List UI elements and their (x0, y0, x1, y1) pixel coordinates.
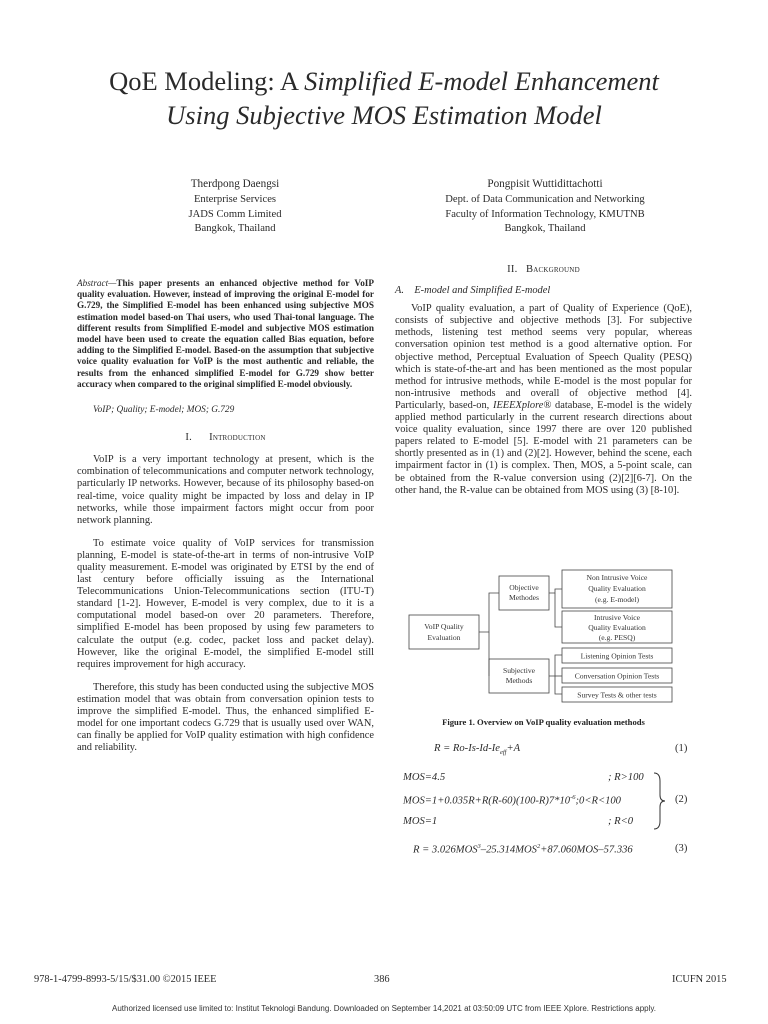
diagram-label-listening: Listening Opinion Tests (580, 651, 654, 661)
abstract-text: This paper presents an enhanced objective method for VoIP quality evaluation. However, instead of improving the original E-model for G.729, the Simplified E-model has been enhanced using subjective MOS estimation model based-on Thai users, who used Thai-tonal language. The different results from Simplified E-model and subjective MOS estimation model have been used to create the equation called Bias equation, before adding to the Simplified E-model. Based-on the assumption that subjective voice quality evaluation for VoIP is the most authentic and reliable, the results from the enhanced simplified E-model for G.729 show better accuracy when compared to the original simplified E-model obviously. (77, 278, 374, 389)
footer-license-note: Authorized licensed use limited to: Institut Teknologi Bandung. Downloaded on September 14,2021 at 03:50:09 UTC from IEEE Xplore. Restrictions apply. (111, 1004, 656, 1013)
eq3-b: –25.314MOS (480, 844, 537, 856)
section-number: I. (185, 432, 192, 444)
title-line1: Simplified E-model Enhancement (304, 66, 659, 96)
keywords: VoIP; Quality; E-model; MOS; G.729 (93, 405, 235, 416)
footer-page-number: 386 (374, 974, 390, 985)
title-line2: Using Subjective MOS Estimation Model (166, 100, 602, 130)
author-block-1 (120, 177, 350, 236)
eq3-sup2: 2 (536, 843, 541, 850)
equation-2-line-2 (403, 794, 621, 807)
eq1-lhs: R = Ro-Is-Id-Ie (434, 743, 500, 754)
author-block-2 (410, 177, 680, 236)
equation-2-cond-3: ; R<0 (608, 816, 634, 827)
equation-3 (413, 843, 633, 856)
author-affiliation: JADS Comm Limited (188, 208, 282, 220)
author-name: Therdpong Daengsi (190, 178, 280, 190)
diagram-label-non-intrusive-2: Quality Evaluation (588, 584, 646, 593)
eq2-superscript: -6 (570, 794, 576, 801)
background-paragraph (395, 303, 692, 497)
eq3-c: +87.060MOS–57.336 (540, 844, 633, 856)
author-affiliation: Bangkok, Thailand (504, 222, 586, 234)
diagram-label-non-intrusive-1: Non Intrusive Voice (586, 573, 648, 582)
diagram-label-root-1: VoIP Quality (424, 622, 464, 631)
title-lead: QoE Modeling: A (109, 66, 305, 96)
author-affiliation: Dept. of Data Communication and Networking (445, 194, 645, 206)
eq1-subscript: eff (499, 749, 507, 757)
diagram-label-intrusive-1: Intrusive Voice (594, 613, 640, 622)
brace-icon (652, 771, 666, 831)
eq3-a: R = 3.026MOS (413, 844, 478, 856)
diagram-label-subjective-1: Subjective (502, 666, 536, 675)
author-affiliation: Bangkok, Thailand (194, 222, 276, 234)
intro-paragraph-2: To estimate voice quality of VoIP services for transmission planning, E-model is state-of-the-art in terms of non-intrusive VoIP quality measurement. E-model was originated by ETSI by the end of last century before officially issuing as the International Telecommunications Union-Telecommunications section (ITU-T) standard [1-2]. However, E-model is very complex, due to it is a computational model based-on over 20 parameters. Therefore, simplified E-model has been proposed by using few parameters to calculate the output (e.g. codec, packet loss and packet delay). However, like the original E-model, the simplified E-model still requires improvement for high accuracy. (77, 537, 374, 670)
diagram-label-root-2: Evaluation (427, 633, 461, 642)
left-column (77, 278, 374, 754)
equation-2-line-3: MOS=1 (403, 816, 438, 827)
equation-3-number: (3) (675, 843, 688, 854)
diagram-box-root (409, 615, 479, 649)
intro-paragraph-3: Therefore, this study has been conducted using the subjective MOS estimation model that was obtain from conversation opinion tests to improve the simplified E-model. Thus, the enhanced simplified E-model for one important codecs G.729 that is usually used over WAN, can finally be applied for VoIP quality estimation with high confidence and reliability. (77, 681, 374, 754)
figure-caption: Figure 1. Overview on VoIP quality evaluation methods (442, 717, 645, 727)
eq2-cond: ;0<R<100 (575, 795, 621, 807)
equation-2-number: (2) (675, 794, 688, 805)
author-affiliation: Enterprise Services (193, 194, 277, 206)
footer-venue: ICUFN 2015 (672, 974, 727, 985)
ieeexplore-text: IEEEXplore® (492, 399, 552, 411)
diagram-label-conversation: Conversation Opinion Tests (574, 671, 660, 681)
background-text-part2: database, E-model is the widely applied method particularly in the current research directions about voice quality evaluation, since 1997 there are over 120 published papers related to E-model [5]. E-model with 21 parameters can be shortly presented as in (1) and (2)[2]. However, behind the scene, each impairment factor in (1) is complex. Then, MOS, a 5-point scale, can be obtained from the R-value conversion using (2)[2][6-7]. On the other hand, the R-value can be obtained from MOS using (3) [8-10]. (395, 399, 692, 496)
equation-1-number: (1) (675, 743, 688, 754)
diagram-label-subjective-2: Methods (505, 676, 533, 685)
eq3-sup1: 3 (477, 843, 481, 850)
section-title: Introduction (209, 432, 266, 444)
diagram-label-objective-1: Objective (509, 583, 539, 592)
abstract-lead: Abstract— (77, 278, 117, 288)
section-title: Background (526, 264, 580, 275)
section-heading-background (395, 264, 692, 276)
section-number: II. (507, 264, 518, 275)
section-heading-introduction (77, 432, 374, 444)
paper-title (30, 64, 738, 132)
background-text-part1: VoIP quality evaluation, a part of Quality of Experience (QoE), consists of subjective and objective methods [3]. For subjective methods, listening test method seems very popular, whereas conversation opinion test method is a good alternative option. For objective method, Perceptual Evaluation of Speech Quality (PESQ) which is state-of-the-art and has been mentioned as the most popular method for intrusive methods, while E-model is the most popular for non-intrusive methods and overall of objective method [4]. Particularly, based-on, (395, 303, 692, 411)
equation-1 (434, 743, 520, 756)
diagram-label-non-intrusive-3: (e.g. E-model) (594, 595, 640, 604)
equation-2-line-1: MOS=4.5 (403, 772, 446, 783)
author-name: Pongpisit Wuttidittachotti (487, 178, 603, 190)
diagram-label-survey: Survey Tests & other tests (577, 690, 657, 700)
eq2-expr: MOS=1+0.035R+R(R-60)(100-R)7*10 (403, 795, 571, 807)
diagram-label-intrusive-2: Quality Evaluation (588, 623, 646, 632)
figure-voip-quality-diagram (395, 568, 695, 710)
right-column (395, 264, 692, 497)
author-affiliation: Faculty of Information Technology, KMUTNB (445, 208, 645, 220)
intro-paragraph-1: VoIP is a very important technology at present, which is the combination of telecommunications and computer network technology, particularly IP networks. However, because of its philosophy based-on real-time, voice quality might be impacted by loss and delay in IP networks, while those impairment factors might occur from poor network planning. (77, 454, 374, 526)
diagram-label-intrusive-3: (e.g. PESQ) (598, 633, 636, 642)
equation-2-cond-1: ; R>100 (608, 772, 644, 783)
subsection-heading: A. E-model and Simplified E-model (395, 285, 551, 297)
abstract (77, 278, 374, 390)
diagram-label-objective-2: Methodes (509, 593, 539, 602)
footer-isbn: 978-1-4799-8993-5/15/$31.00 ©2015 IEEE (34, 974, 217, 985)
eq1-rhs: +A (506, 743, 521, 754)
